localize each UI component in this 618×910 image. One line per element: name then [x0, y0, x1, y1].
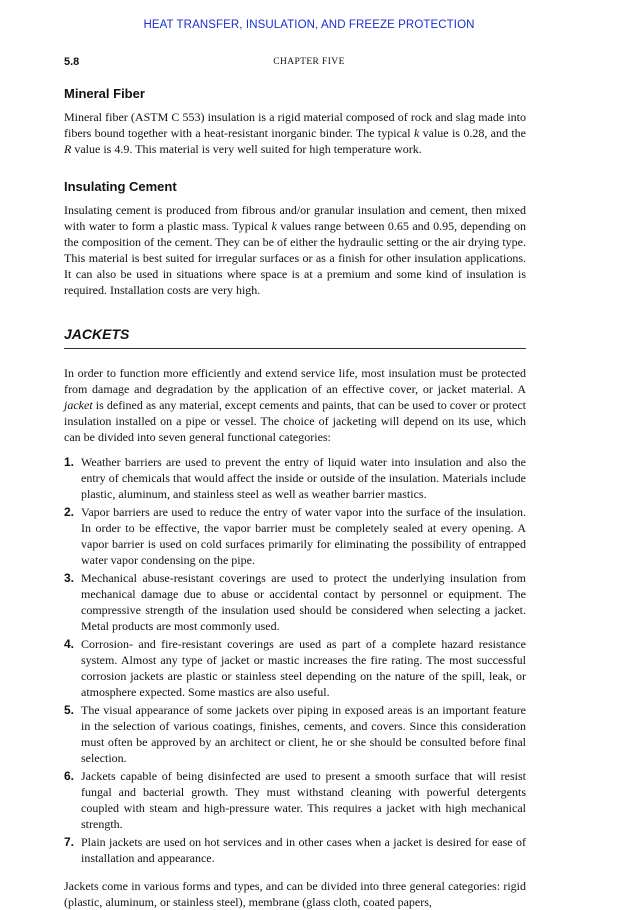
chapter-label: CHAPTER FIVE [273, 57, 345, 67]
mineral-fiber-heading: Mineral Fiber [64, 86, 145, 101]
list-item: 6. Jackets capable of being disinfected are used to present a smooth surface that will resist fungal and bacterial growth. They must withstand cleaning with powerful detergents coupled with steam and high-pressure water. This requires a jacket with high mechanical strength. [64, 769, 526, 831]
list-item: 1. Weather barriers are used to prevent the entry of liquid water into insulation and also the entry of chemicals that would affect the inside or outside of the insulation. Materials include plastic, aluminum, and stainless steel as well as weather barrier mastics. [64, 455, 526, 501]
page-number: 5.8 [64, 56, 80, 68]
jackets-intro-paragraph: In order to function more efficiently and extend service life, most insulation must be protected from damage and degradation by the application of an effective cover, or jacket material. A jacket is defined as any material, except cements and paints, that can be used to cover or protect insulation installed on a pipe or vessel. The choice of jacketing will depend on its use, which can be divided into seven general functional categories: [64, 366, 526, 444]
jackets-closing-paragraph: Jackets come in various forms and types, and can be divided into three general categories: rigid (plastic, aluminum, or stainless steel), membrane (glass cloth, coated papers, [64, 879, 526, 909]
list-item: 5. The visual appearance of some jackets over piping in exposed areas is an important feature in the selection of various coatings, finishes, cements, and covers. Since this consideration must often be approved by an architect or client, he or she should be consulted before final selection. [64, 703, 526, 765]
list-item: 4. Corrosion- and fire-resistant coverings are used as part of a complete hazard resistance system. Almost any type of jacket or mastic increases the fire rating. The most successful corrosion jackets are plastic or stainless steel depending on the nature of the spill, leak, or atmosphere expected. Some mastics are also useful. [64, 637, 526, 699]
list-item: 7. Plain jackets are used on hot services and in other cases when a jacket is desired for ease of installation and appearance. [64, 835, 526, 865]
jackets-heading: JACKETS [64, 326, 526, 349]
insulating-cement-heading: Insulating Cement [64, 179, 177, 194]
jacket-categories-list [64, 454, 526, 866]
list-item: 3. Mechanical abuse-resistant coverings are used to protect the underlying insulation from mechanical damage due to abuse or accidental contact by personnel or equipment. The compressive strength of the insulation used should be considered when selecting a jacket. Metal products are most commonly used. [64, 571, 526, 633]
insulating-cement-paragraph: Insulating cement is produced from fibrous and/or granular insulation and cement, then mixed with water to form a plastic mass. Typical k values range between 0.65 and 0.95, depending on the composition of the cement. They can be of either the hydraulic setting or the air drying type. This material is best suited for irregular surfaces or as a finish for other insulation applications. It can also be used in situations where space is at a premium and some kind of insulation is required. Installation costs are very high. [64, 203, 526, 297]
running-head: HEAT TRANSFER, INSULATION, AND FREEZE PROTECTION [143, 19, 475, 31]
mineral-fiber-paragraph: Mineral fiber (ASTM C 553) insulation is a rigid material composed of rock and slag made into fibers bound together with a heat-resistant inorganic binder. The typical k value is 0.28, and the R value is 4.9. This material is very well suited for high temperature work. [64, 110, 526, 156]
list-item: 2. Vapor barriers are used to reduce the entry of water vapor into the surface of the insulation. In order to be effective, the vapor barrier must be completely sealed at every opening. A vapor barrier is used on cold surfaces primarily for eliminating the possibility of entrapped water vapor condensing on the pipe. [64, 505, 526, 567]
page-body [64, 86, 526, 910]
